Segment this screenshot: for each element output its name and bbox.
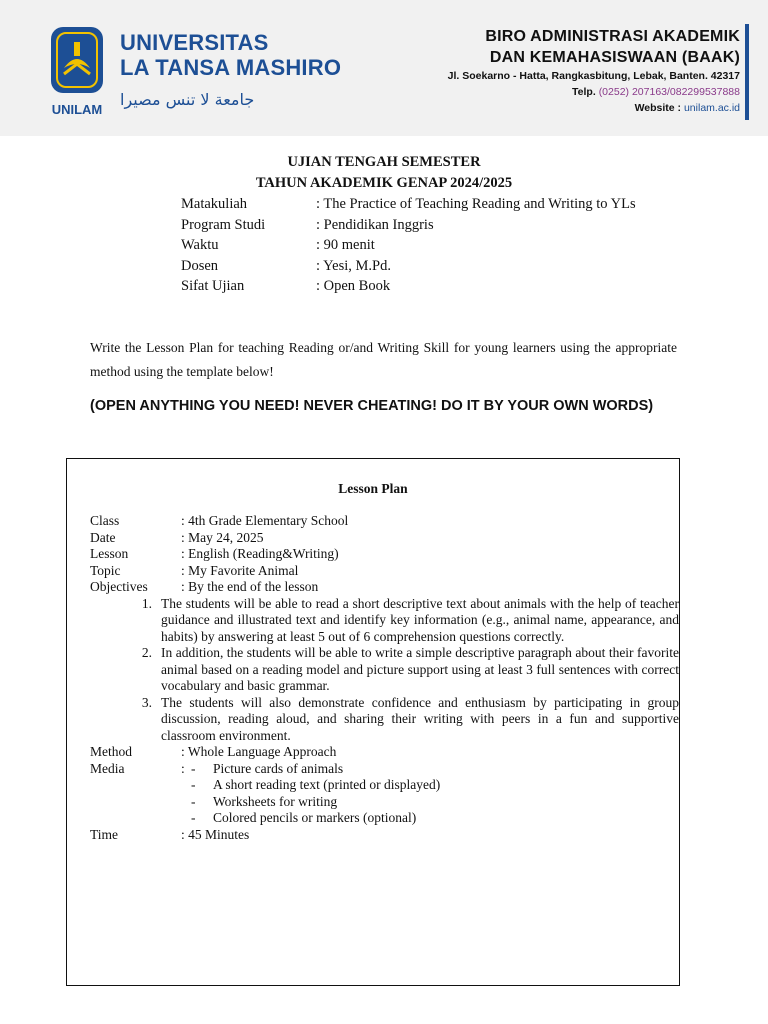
media-item-text: Colored pencils or markers (optional) (213, 810, 417, 825)
office-address: Jl. Soekarno - Hatta, Rangkasbitung, Lebak, Banten. 42317 (447, 70, 740, 82)
objective-number: 3. (141, 694, 152, 710)
time-row (90, 827, 679, 844)
lesson-row (90, 546, 679, 563)
media-label: Media (90, 760, 125, 776)
objectives-label: Objectives (90, 579, 148, 594)
letterhead (0, 0, 768, 136)
media-item (90, 777, 679, 794)
phone-label: Telp. (572, 86, 596, 98)
media-row (90, 761, 679, 778)
exam-instruction: Write the Lesson Plan for teaching Reading or/and Writing Skill for young learners using the appropriate method using the template below! (90, 340, 677, 379)
lesson-plan-title: Lesson Plan (338, 481, 408, 496)
info-row-exam-type (181, 278, 636, 299)
office-website (448, 100, 740, 116)
media-item-text: Worksheets for writing (213, 793, 338, 809)
date-label: Date (90, 529, 116, 545)
time-label: Time (90, 826, 119, 842)
university-arabic-name: جامعة لا تنس مصيرا (120, 90, 255, 109)
objective-text: In addition, the students will be able to write a simple descriptive paragraph about their favorite animal based on a reading model and picture support using at least 3 full sentences with correct vocabulary and basic grammar. (161, 645, 679, 693)
dash-bullet-icon: - (191, 777, 196, 792)
website-label: Website : (634, 102, 682, 114)
class-label: Class (90, 513, 120, 528)
objective-item (90, 645, 679, 695)
logo-text: UNILAM (51, 102, 103, 117)
info-value: : Yesi, M.Pd. (316, 257, 391, 274)
info-label: Program Studi (181, 216, 266, 233)
dash-bullet-icon: - (191, 810, 196, 825)
info-label: Sifat Ujian (181, 278, 245, 294)
topic-value: : My Favorite Animal (181, 562, 299, 578)
info-label: Dosen (181, 257, 219, 274)
topic-row (90, 563, 679, 580)
university-name-line2: LA TANSA MASHIRO (120, 55, 342, 80)
objective-number: 1. (141, 595, 152, 611)
info-row-course (181, 196, 636, 217)
date-row (90, 530, 679, 547)
office-block (448, 26, 740, 116)
office-phone (448, 84, 740, 100)
exam-title: UJIAN TENGAH SEMESTER (287, 154, 481, 170)
info-row-program (181, 217, 636, 238)
media-item-text: Picture cards of animals (213, 760, 344, 776)
date-value: : May 24, 2025 (181, 529, 264, 545)
media-item-text: A short reading text (printed or displayed) (213, 777, 441, 792)
objective-text: The students will be able to read a short descriptive text about animals with the help of teacher guidance and illustrated text and identify key information (e.g., animal name, appearance, and habits) by answering at least 5 out of 6 comprehension questions correctly. (161, 595, 679, 644)
lesson-plan-body (90, 513, 679, 843)
media-item (90, 794, 679, 811)
info-label: Waktu (181, 237, 219, 253)
info-value: : The Practice of Teaching Reading and Writing to YLs (316, 196, 636, 212)
exam-subtitle: TAHUN AKADEMIK GENAP 2024/2025 (255, 175, 513, 191)
lesson-plan-box (66, 458, 680, 986)
info-row-lecturer (181, 258, 636, 279)
method-row (90, 744, 679, 761)
exam-warning: (OPEN ANYTHING YOU NEED! NEVER CHEATING! DO IT BY YOUR OWN WORDS) (90, 398, 654, 414)
exam-info (181, 196, 636, 299)
office-name-line2: DAN KEMAHASISWAAN (BAAK) (489, 49, 740, 66)
objective-number: 2. (141, 645, 152, 660)
dash-bullet-icon: - (191, 793, 196, 809)
objective-item (90, 596, 679, 646)
objective-text: The students will also demonstrate confidence and enthusiasm by participating in group discussion, reading aloud, and sharing their writing with peers in a fun and supportive classroom environment. (161, 694, 679, 743)
info-value: : Pendidikan Inggris (316, 216, 434, 233)
objective-item (90, 695, 679, 745)
university-logo-icon (48, 24, 106, 120)
phone-value: (0252) 207163/082299537888 (598, 86, 740, 98)
objectives-value: : By the end of the lesson (181, 579, 319, 594)
info-value: : 90 menit (316, 237, 375, 253)
class-row (90, 513, 679, 530)
class-value: : 4th Grade Elementary School (181, 513, 349, 528)
info-label: Matakuliah (181, 196, 248, 212)
time-value: : 45 Minutes (181, 826, 250, 842)
accent-bar (745, 24, 749, 120)
office-name-line1: BIRO ADMINISTRASI AKADEMIK (485, 28, 740, 45)
university-name-line1: UNIVERSITAS (120, 30, 269, 55)
lesson-label: Lesson (90, 546, 129, 561)
topic-label: Topic (90, 562, 121, 578)
media-item (90, 810, 679, 827)
dash-bullet-icon: - (191, 760, 196, 776)
info-value: : Open Book (316, 278, 391, 294)
website-value: unilam.ac.id (683, 102, 740, 114)
university-name (120, 30, 341, 80)
info-row-time (181, 237, 636, 258)
method-label: Method (90, 744, 132, 759)
objectives-row (90, 579, 679, 596)
media-colon: : (181, 760, 185, 776)
lesson-value: : English (Reading&Writing) (181, 546, 339, 561)
method-value: : Whole Language Approach (181, 744, 337, 759)
